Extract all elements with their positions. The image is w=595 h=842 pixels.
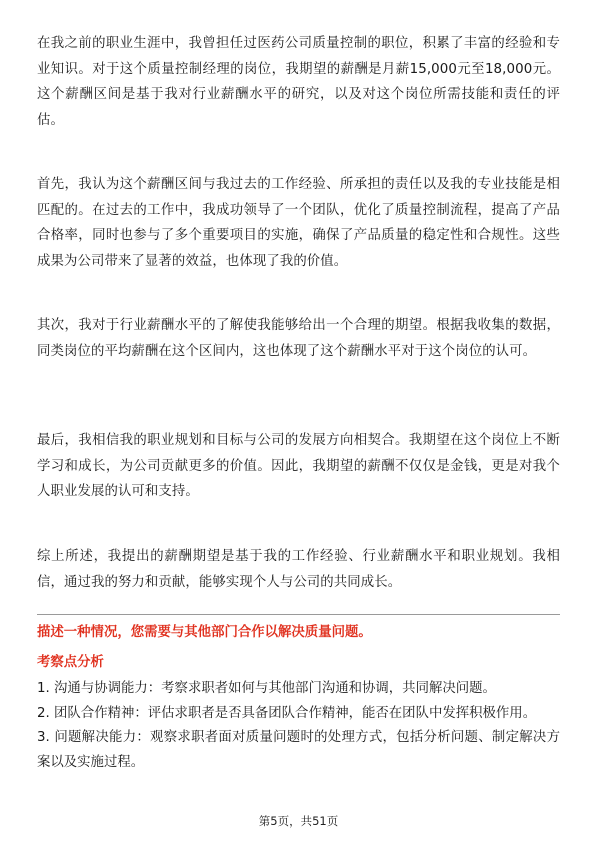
analysis-points: [37, 677, 560, 775]
paragraph-first-reason: 首先，我认为这个薪酬区间与我过去的工作经验、所承担的责任以及我的专业技能是相匹配的。在过去的工作中，我成功领导了一个团队，优化了质量控制流程，提高了产品合格率，同时也参与了多个重要项目的实施，确保了产品质量的稳定性和合规性。这些成果为公司带来了显著的效益，也体现了我的价值。: [37, 177, 560, 269]
analysis-title: 考察点分析: [37, 655, 104, 670]
paragraph-summary: 综上所述，我提出的薪酬期望是基于我的工作经验、行业薪酬水平和职业规划。我相信，通过我的努力和贡献，能够实现个人与公司的共同成长。: [37, 549, 560, 590]
interview-question: 描述一种情况，您需要与其他部门合作以解决质量问题。: [37, 625, 372, 640]
paragraph-last-reason: 最后，我相信我的职业规划和目标与公司的发展方向相契合。我期望在这个岗位上不断学习和成长，为公司贡献更多的价值。因此，我期望的薪酬不仅仅是金钱，更是对我个人职业发展的认可和支持。: [37, 433, 560, 500]
analysis-point: 2. 团队合作精神：评估求职者是否具备团队合作精神，能否在团队中发挥积极作用。: [37, 705, 537, 721]
section-divider: [37, 614, 560, 615]
document-page: [37, 0, 560, 842]
analysis-point: 3. 问题解决能力：观察求职者面对质量问题时的处理方式，包括分析问题、制定解决方案以及实施过程。: [37, 730, 560, 770]
analysis-point: 1. 沟通与协调能力：考察求职者如何与其他部门沟通和协调，共同解决问题。: [37, 681, 496, 696]
paragraph-salary-expectation: 在我之前的职业生涯中，我曾担任过医药公司质量控制的职位，积累了丰富的经验和专业知识。对于这个质量控制经理的岗位，我期望的薪酬是月薪15,000元至18,000元。这个薪酬区间是基于我对行业薪酬水平的研究，以及对这个岗位所需技能和责任的评估。: [37, 36, 560, 128]
page-number: 第5页，共51页: [258, 814, 339, 828]
paragraph-second-reason: 其次，我对于行业薪酬水平的了解使我能够给出一个合理的期望。根据我收集的数据，同类岗位的平均薪酬在这个区间内，这也体现了这个薪酬水平对于这个岗位的认可。: [37, 318, 560, 359]
